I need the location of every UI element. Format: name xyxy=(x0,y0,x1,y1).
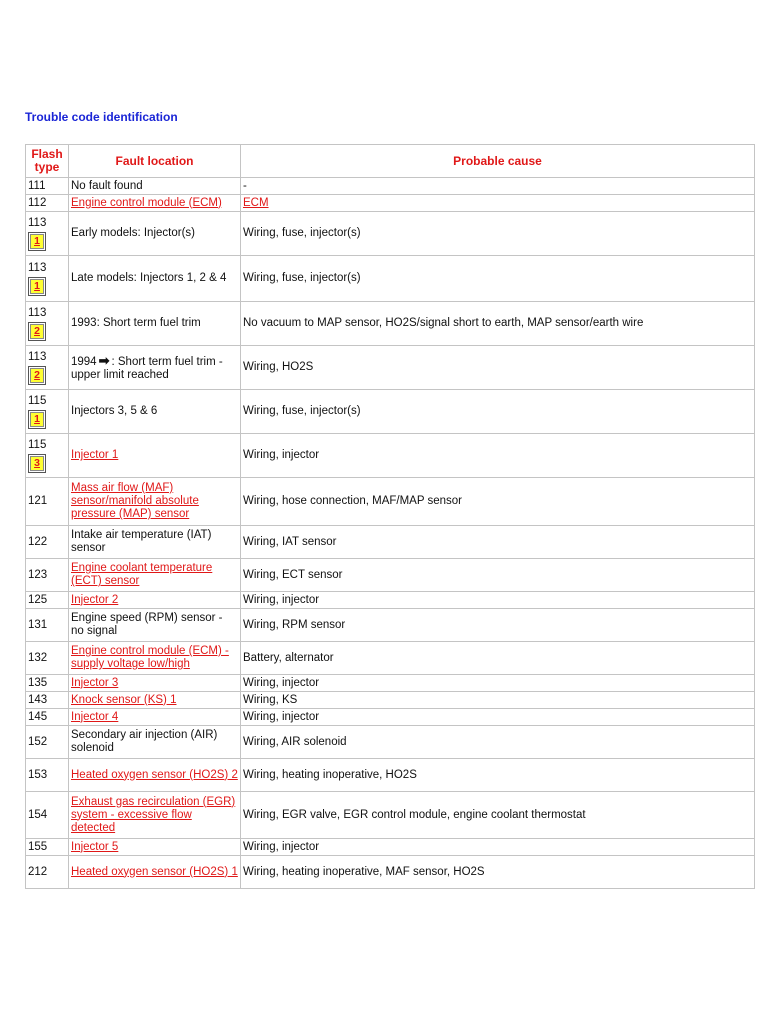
flash-code-cell xyxy=(26,642,69,675)
probable-cause-cell xyxy=(241,256,755,302)
table-row xyxy=(26,390,755,434)
fault-location-link[interactable]: Injector 1 xyxy=(71,449,119,461)
probable-cause-text: Wiring, KS xyxy=(243,693,298,706)
probable-cause-text: Wiring, hose connection, MAF/MAP sensor xyxy=(243,495,463,507)
flash-code-wrap xyxy=(28,197,66,210)
flash-code: 154 xyxy=(28,808,48,821)
probable-cause-text: Wiring, injector xyxy=(243,840,320,853)
probable-cause-cell xyxy=(241,592,755,609)
flash-code-wrap xyxy=(28,307,66,341)
flash-code-wrap xyxy=(28,652,66,665)
probable-cause-text: Wiring, fuse, injector(s) xyxy=(243,405,361,417)
table-row xyxy=(26,434,755,478)
flash-code-cell xyxy=(26,178,69,195)
flash-code-wrap xyxy=(28,395,66,429)
flash-code-wrap xyxy=(28,866,66,879)
arrow-right-icon: ➡ xyxy=(98,352,110,368)
probable-cause-cell xyxy=(241,346,755,390)
flash-code-cell xyxy=(26,390,69,434)
fault-location-cell xyxy=(69,856,241,889)
footnote-badge[interactable]: 3 xyxy=(28,454,46,473)
flash-code: 123 xyxy=(28,568,48,581)
probable-cause-cell xyxy=(241,212,755,256)
probable-cause-link[interactable]: ECM xyxy=(243,196,269,209)
fault-location-text: No fault found xyxy=(71,179,143,192)
header-probable-cause: Probable cause xyxy=(241,145,755,178)
header-fault-location: Fault location xyxy=(69,145,241,178)
table-row xyxy=(26,559,755,592)
fault-location-link[interactable]: Knock sensor (KS) 1 xyxy=(71,693,177,706)
probable-cause-text: No vacuum to MAP sensor, HO2S/signal short to earth, MAP sensor/earth wire xyxy=(243,317,644,329)
flash-code-wrap xyxy=(28,694,66,707)
flash-code: 131 xyxy=(28,618,48,631)
probable-cause-text: Wiring, injector xyxy=(243,710,320,723)
flash-code-wrap xyxy=(28,841,66,854)
fault-location-link[interactable]: Exhaust gas recirculation (EGR) system - excessive flow detected xyxy=(71,795,236,834)
fault-location-cell xyxy=(69,526,241,559)
footnote-badge[interactable]: 2 xyxy=(28,322,46,341)
table-row xyxy=(26,726,755,759)
fault-location-cell xyxy=(69,792,241,839)
flash-code-cell xyxy=(26,195,69,212)
probable-cause-cell xyxy=(241,675,755,692)
table-row xyxy=(26,212,755,256)
flash-code-cell xyxy=(26,726,69,759)
probable-cause-text: Wiring, EGR valve, EGR control module, engine coolant thermostat xyxy=(243,808,586,821)
table-row xyxy=(26,302,755,346)
flash-code-cell xyxy=(26,256,69,302)
flash-code: 152 xyxy=(28,735,48,748)
table-row xyxy=(26,856,755,889)
fault-location-cell xyxy=(69,675,241,692)
table-row xyxy=(26,709,755,726)
flash-code: 113 xyxy=(28,350,47,363)
table-body xyxy=(26,178,755,889)
fault-location-link[interactable]: Engine control module (ECM) - supply voltage low/high xyxy=(71,645,229,670)
flash-code-cell xyxy=(26,346,69,390)
footnote-badge[interactable]: 1 xyxy=(28,277,46,296)
flash-code-wrap xyxy=(28,736,66,749)
fault-location-link[interactable]: Mass air flow (MAF) sensor/manifold absolute pressure (MAP) sensor xyxy=(71,482,199,520)
flash-code: 115 xyxy=(28,394,47,407)
fault-location-cell xyxy=(69,759,241,792)
flash-code-wrap xyxy=(28,594,66,607)
flash-code-cell xyxy=(26,856,69,889)
flash-code: 121 xyxy=(28,495,48,507)
table-row xyxy=(26,256,755,302)
flash-code-wrap xyxy=(28,569,66,582)
probable-cause-cell xyxy=(241,302,755,346)
probable-cause-cell xyxy=(241,839,755,856)
table-row xyxy=(26,178,755,195)
probable-cause-text: Wiring, heating inoperative, MAF sensor, HO2S xyxy=(243,865,485,878)
flash-code-cell xyxy=(26,559,69,592)
fault-location-cell xyxy=(69,559,241,592)
table-row xyxy=(26,692,755,709)
flash-code-wrap xyxy=(28,619,66,632)
table-row xyxy=(26,839,755,856)
flash-code: 125 xyxy=(28,593,48,606)
flash-code: 135 xyxy=(28,676,48,689)
flash-code-wrap xyxy=(28,262,66,296)
probable-cause-text: Battery, alternator xyxy=(243,651,334,664)
fault-location-link[interactable]: Injector 4 xyxy=(71,710,119,723)
fault-location-cell xyxy=(69,709,241,726)
probable-cause-cell xyxy=(241,195,755,212)
flash-code: 113 xyxy=(28,216,47,229)
probable-cause-text: Wiring, injector xyxy=(243,676,320,689)
probable-cause-text: Wiring, fuse, injector(s) xyxy=(243,227,361,239)
trouble-code-table xyxy=(25,144,755,889)
probable-cause-cell xyxy=(241,709,755,726)
fault-location-text: Late models: Injectors 1, 2 & 4 xyxy=(71,272,227,284)
fault-location-link[interactable]: Heated oxygen sensor (HO2S) 1 xyxy=(71,865,238,878)
probable-cause-text: Wiring, AIR solenoid xyxy=(243,735,347,748)
fault-location-link[interactable]: Heated oxygen sensor (HO2S) 2 xyxy=(71,768,238,781)
probable-cause-text: - xyxy=(243,179,247,192)
footnote-badge[interactable]: 1 xyxy=(28,232,46,251)
flash-code-cell xyxy=(26,759,69,792)
fault-location-cell xyxy=(69,195,241,212)
flash-code-cell xyxy=(26,675,69,692)
flash-code-wrap xyxy=(28,769,66,782)
probable-cause-text: Wiring, RPM sensor xyxy=(243,618,346,631)
fault-location-cell xyxy=(69,212,241,256)
fault-location-text: Engine speed (RPM) sensor - no signal xyxy=(71,612,223,637)
probable-cause-cell xyxy=(241,526,755,559)
fault-location-cell xyxy=(69,692,241,709)
flash-code: 112 xyxy=(28,196,47,209)
flash-code: 132 xyxy=(28,651,48,664)
flash-code-cell xyxy=(26,434,69,478)
flash-code: 113 xyxy=(28,306,47,319)
page-title: Trouble code identification xyxy=(25,110,178,124)
fault-location-link[interactable]: Engine control module (ECM) xyxy=(71,196,222,209)
flash-code: 111 xyxy=(28,179,46,192)
fault-location-cell xyxy=(69,642,241,675)
fault-location-cell xyxy=(69,478,241,526)
fault-location-cell xyxy=(69,390,241,434)
probable-cause-text: Wiring, injector xyxy=(243,593,320,606)
flash-code: 155 xyxy=(28,840,48,853)
footnote-badge[interactable]: 2 xyxy=(28,366,46,385)
flash-code: 153 xyxy=(28,768,48,781)
flash-code-cell xyxy=(26,792,69,839)
header-flash-type: Flash type xyxy=(26,145,69,178)
fault-location-cell xyxy=(69,592,241,609)
probable-cause-cell xyxy=(241,642,755,675)
table-row xyxy=(26,478,755,526)
table-row xyxy=(26,195,755,212)
probable-cause-cell xyxy=(241,178,755,195)
probable-cause-cell xyxy=(241,692,755,709)
probable-cause-cell xyxy=(241,726,755,759)
flash-code-wrap xyxy=(28,495,66,508)
flash-code-cell xyxy=(26,839,69,856)
flash-code: 122 xyxy=(28,535,48,548)
flash-code-cell xyxy=(26,302,69,346)
flash-code-cell xyxy=(26,709,69,726)
fault-location-text: Secondary air injection (AIR) solenoid xyxy=(71,729,218,754)
fault-location-link[interactable]: Injector 5 xyxy=(71,840,119,853)
flash-code: 212 xyxy=(28,865,48,878)
table-row xyxy=(26,346,755,390)
probable-cause-cell xyxy=(241,759,755,792)
probable-cause-cell xyxy=(241,434,755,478)
table-header-row xyxy=(26,145,755,178)
fault-location-text: Early models: Injector(s) xyxy=(71,227,195,239)
flash-code-wrap xyxy=(28,809,66,822)
flash-code-cell xyxy=(26,526,69,559)
probable-cause-text: Wiring, injector xyxy=(243,449,320,461)
probable-cause-cell xyxy=(241,559,755,592)
fault-location-cell xyxy=(69,609,241,642)
fault-location-text: 1993: Short term fuel trim xyxy=(71,317,201,329)
flash-code-wrap xyxy=(28,536,66,549)
fault-location-cell xyxy=(69,256,241,302)
probable-cause-text: Wiring, fuse, injector(s) xyxy=(243,272,361,284)
probable-cause-cell xyxy=(241,792,755,839)
fault-location-cell xyxy=(69,346,241,390)
flash-code-wrap xyxy=(28,439,66,473)
flash-code-wrap xyxy=(28,677,66,690)
flash-code-wrap xyxy=(28,180,66,193)
fault-location-link[interactable]: Injector 3 xyxy=(71,676,119,689)
table-row xyxy=(26,792,755,839)
fault-location-cell xyxy=(69,726,241,759)
flash-code-cell xyxy=(26,609,69,642)
probable-cause-cell xyxy=(241,390,755,434)
flash-code-cell xyxy=(26,212,69,256)
flash-code: 143 xyxy=(28,693,48,706)
fault-location-cell xyxy=(69,178,241,195)
fault-location-text: Injectors 3, 5 & 6 xyxy=(71,405,158,417)
table-row xyxy=(26,675,755,692)
fault-location-cell xyxy=(69,302,241,346)
flash-code-wrap xyxy=(28,711,66,724)
probable-cause-text: Wiring, HO2S xyxy=(243,361,314,373)
fault-year: 1994 xyxy=(71,355,97,368)
fault-location-text: Intake air temperature (IAT) sensor xyxy=(71,529,212,554)
probable-cause-text: Wiring, ECT sensor xyxy=(243,568,343,581)
flash-code-cell xyxy=(26,692,69,709)
fault-location-cell xyxy=(69,434,241,478)
table-row xyxy=(26,759,755,792)
probable-cause-text: Wiring, heating inoperative, HO2S xyxy=(243,768,417,781)
flash-code-wrap xyxy=(28,351,66,385)
flash-code-cell xyxy=(26,478,69,526)
fault-location-cell xyxy=(69,839,241,856)
flash-code: 113 xyxy=(28,261,47,274)
probable-cause-text: Wiring, IAT sensor xyxy=(243,535,337,548)
fault-location-text: : Short term fuel trim - upper limit reached xyxy=(71,355,223,381)
probable-cause-cell xyxy=(241,856,755,889)
fault-location-link[interactable]: Injector 2 xyxy=(71,593,119,606)
table-row xyxy=(26,642,755,675)
flash-code: 145 xyxy=(28,710,48,723)
table-row xyxy=(26,609,755,642)
flash-code-wrap xyxy=(28,217,66,251)
probable-cause-cell xyxy=(241,609,755,642)
flash-code-cell xyxy=(26,592,69,609)
footnote-badge[interactable]: 1 xyxy=(28,410,46,429)
fault-location-link[interactable]: Engine coolant temperature (ECT) sensor xyxy=(71,562,213,587)
flash-code: 115 xyxy=(28,438,47,451)
probable-cause-cell xyxy=(241,478,755,526)
table-row xyxy=(26,526,755,559)
table-row xyxy=(26,592,755,609)
